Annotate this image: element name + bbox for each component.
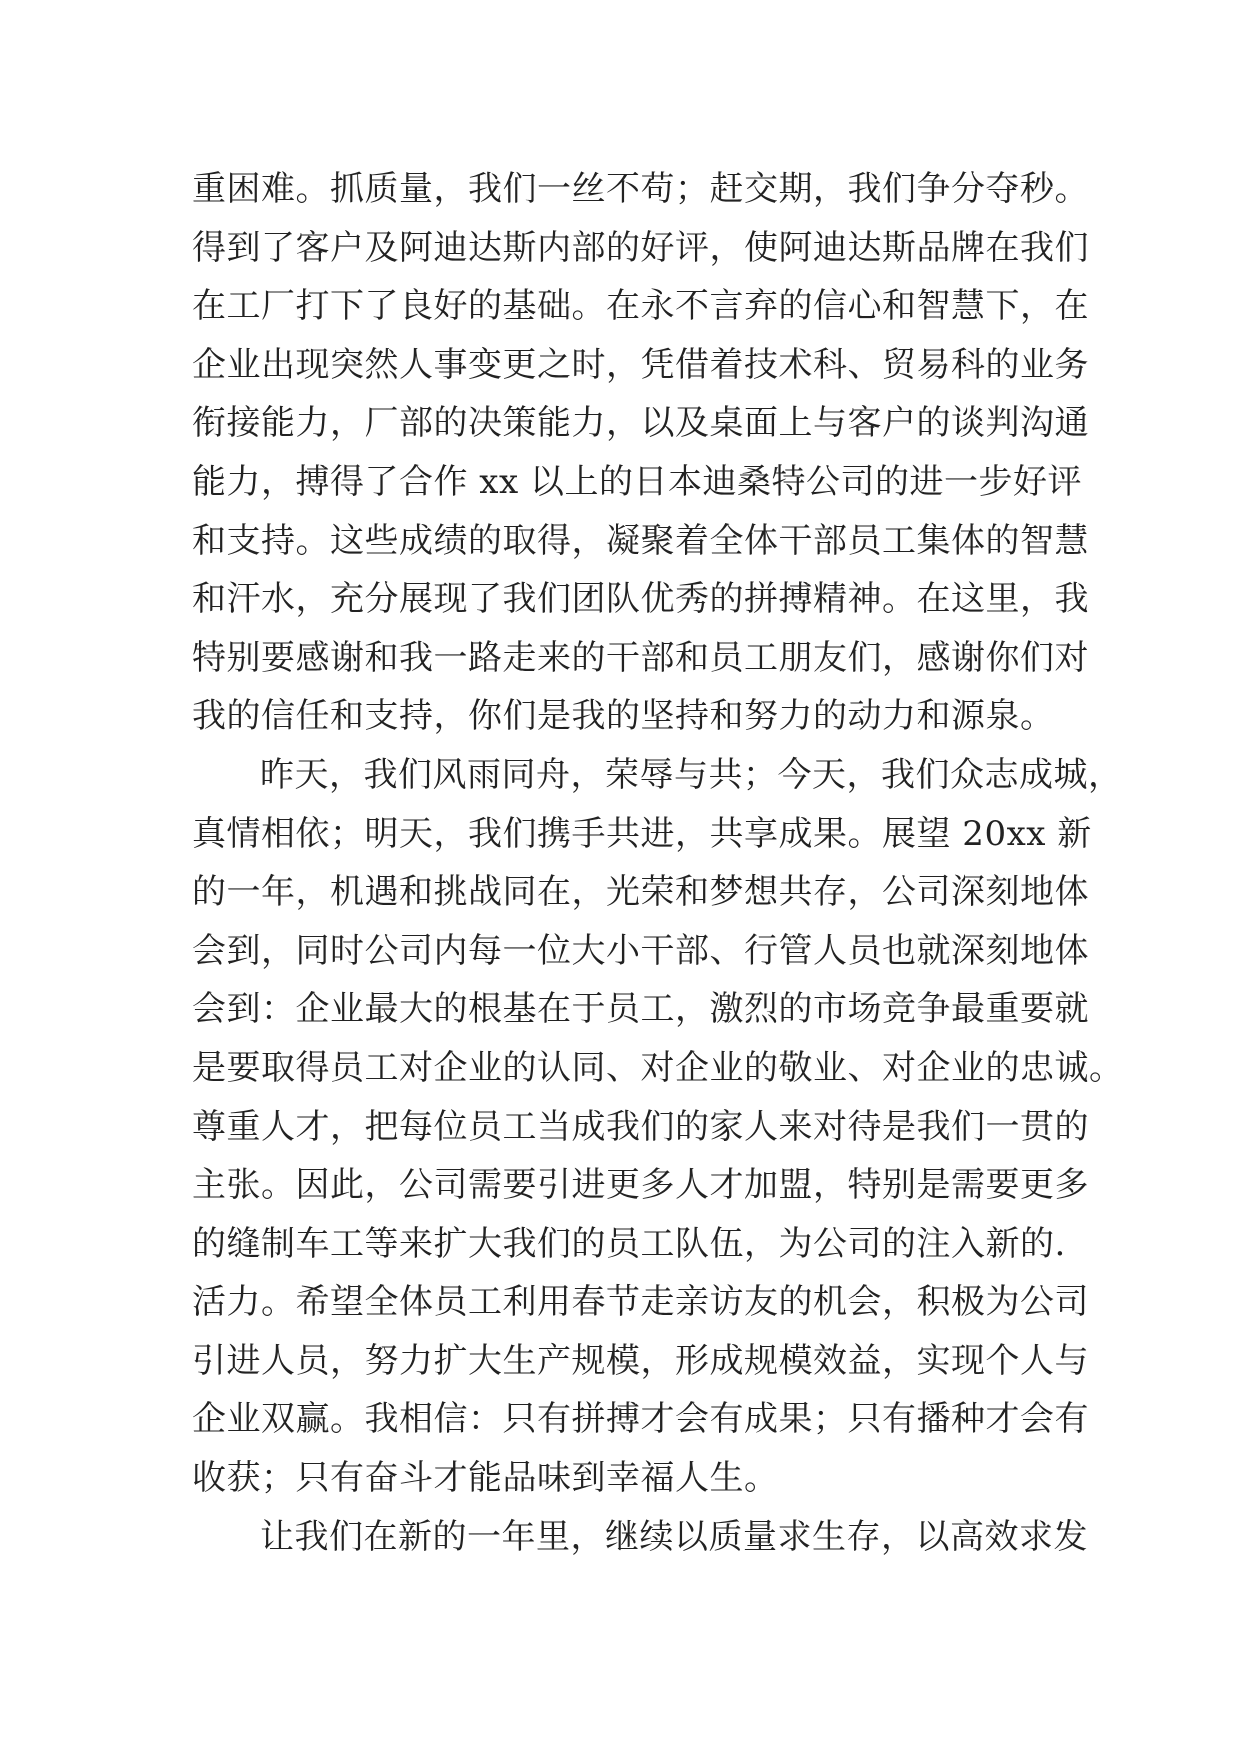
document-body xyxy=(192,160,1124,1566)
text-line: 和汗水，充分展现了我们团队优秀的拼搏精神。在这里，我 xyxy=(192,579,1089,620)
text-line: 真情相依；明天，我们携手共进，共享成果。展望 20xx 新 xyxy=(192,813,1092,854)
text-line: 主张。因此，公司需要引进更多人才加盟，特别是需要更多 xyxy=(192,1165,1089,1206)
text-line: 尊重人才，把每位员工当成我们的家人来对待是我们一贯的 xyxy=(192,1106,1089,1147)
text-line: 会到，同时公司内每一位大小干部、行管人员也就深刻地体 xyxy=(192,930,1089,971)
text-line: 收获；只有奋斗才能品味到幸福人生。 xyxy=(192,1458,779,1499)
text-line: 昨天，我们风雨同舟，荣辱与共；今天，我们众志成城， xyxy=(260,754,1123,795)
text-line: 让我们在新的一年里，继续以质量求生存，以高效求发 xyxy=(260,1516,1088,1557)
text-line: 会到：企业最大的根基在于员工，激烈的市场竞争最重要就 xyxy=(192,989,1089,1030)
text-line: 我的信任和支持，你们是我的坚持和努力的动力和源泉。 xyxy=(192,696,1055,737)
text-line: 的缝制车工等来扩大我们的员工队伍，为公司的注入新的. xyxy=(192,1223,1066,1264)
text-line: 衔接能力，厂部的决策能力，以及桌面上与客户的谈判沟通 xyxy=(192,403,1089,444)
text-line: 特别要感谢和我一路走来的干部和员工朋友们，感谢你们对 xyxy=(192,637,1089,678)
text-line: 在工厂打下了良好的基础。在永不言弃的信心和智慧下，在 xyxy=(192,286,1089,327)
text-line: 活力。希望全体员工利用春节走亲访友的机会，积极为公司 xyxy=(192,1282,1089,1323)
text-line: 企业出现突然人事变更之时，凭借着技术科、贸易科的业务 xyxy=(192,344,1089,385)
text-line: 重困难。抓质量，我们一丝不苟；赶交期，我们争分夺秒。 xyxy=(192,169,1089,209)
text-line: 和支持。这些成绩的取得，凝聚着全体干部员工集体的智慧 xyxy=(192,520,1089,561)
text-line: 的一年，机遇和挑战同在，光荣和梦想共存，公司深刻地体 xyxy=(192,872,1089,913)
text-line: 得到了客户及阿迪达斯内部的好评，使阿迪达斯品牌在我们 xyxy=(192,227,1089,268)
text-line: 企业双赢。我相信：只有拼搏才会有成果；只有播种才会有 xyxy=(192,1399,1089,1440)
text-line: 引进人员，努力扩大生产规模，形成规模效益，实现个人与 xyxy=(192,1340,1089,1381)
text-line: 是要取得员工对企业的认同、对企业的敬业、对企业的忠诚。 xyxy=(192,1047,1124,1088)
text-line: 能力，搏得了合作 xx 以上的日本迪桑特公司的进一步好评 xyxy=(192,461,1082,502)
